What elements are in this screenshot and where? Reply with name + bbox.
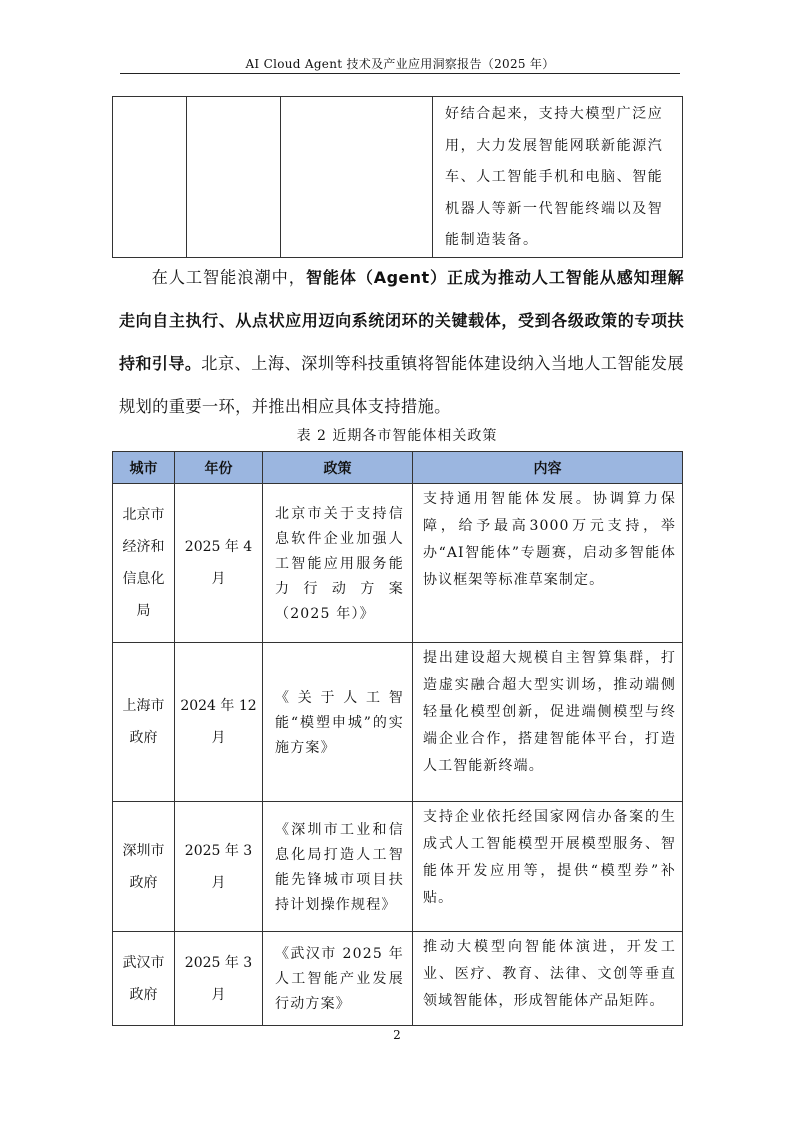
cell-policy: 《深圳市工业和信息化局打造人工智能先锋城市项目扶持计划操作规程》 [263, 802, 413, 932]
paragraph-bold: 智能体（Agent）正成为推动人工智能从感知理解走向自主执行、从点状应用迈向系统闭环的关键载体，受到各级政策的专项扶持和引导。 [119, 268, 684, 373]
table-cell-content: 好结合起来，支持大模型广泛应用，大力发展智能网联新能源汽车、人工智能手机和电脑、智能机器人等新一代智能终端以及智能制造装备。 [433, 97, 683, 258]
cell-content: 推动大模型向智能体演进，开发工业、医疗、教育、法律、文创等垂直领域智能体，形成智能体产品矩阵。 [413, 932, 683, 1026]
running-header: AI Cloud Agent 技术及产业应用洞察报告（2025 年） [245, 57, 555, 71]
table-cell [113, 97, 187, 258]
page-number: 2 [393, 1028, 401, 1042]
cell-year: 2025 年 4 月 [175, 484, 263, 643]
cell-city: 深圳市政府 [113, 802, 175, 932]
cell-policy: 北京市关于支持信息软件企业加强人工智能应用服务能力行动方案（2025 年）》 [263, 484, 413, 643]
cell-year: 2024 年 12 月 [175, 643, 263, 802]
table-row [113, 97, 683, 258]
continued-table [112, 96, 683, 258]
table-header-row [113, 452, 683, 484]
table-caption: 表 2 近期各市智能体相关政策 [296, 428, 498, 444]
header-city: 城市 [113, 452, 175, 484]
header-policy: 政策 [263, 452, 413, 484]
table-row [113, 802, 683, 932]
policy-table [112, 451, 683, 1026]
cell-policy: 《武汉市 2025 年人工智能产业发展行动方案》 [263, 932, 413, 1026]
table-cell [187, 97, 281, 258]
cell-content: 支持企业依托经国家网信办备案的生成式人工智能模型开展模型服务、智能体开发应用等，提供“模型券”补贴。 [413, 802, 683, 932]
body-paragraph [119, 256, 684, 428]
paragraph-intro: 在人工智能浪潮中， [151, 268, 306, 287]
cell-city: 北京市经济和信息化局 [113, 484, 175, 643]
table-row [113, 643, 683, 802]
table-row [113, 484, 683, 643]
cell-policy: 《关于人工智能“模塑申城”的实施方案》 [263, 643, 413, 802]
cell-year: 2025 年 3 月 [175, 932, 263, 1026]
header-rule [120, 73, 680, 74]
cell-content: 支持通用智能体发展。协调算力保障，给予最高3000万元支持，举办“AI智能体”专题赛，启动多智能体协议框架等标准草案制定。 [413, 484, 683, 643]
cell-city: 上海市政府 [113, 643, 175, 802]
cell-city: 武汉市政府 [113, 932, 175, 1026]
header-year: 年份 [175, 452, 263, 484]
paragraph-rest: 北京、上海、深圳等科技重镇将智能体建设纳入当地人工智能发展规划的重要一环，并推出相应具体支持措施。 [119, 354, 684, 416]
cell-year: 2025 年 3 月 [175, 802, 263, 932]
table-row [113, 932, 683, 1026]
cell-content: 提出建设超大规模自主智算集群，打造虚实融合超大型实训场，推动端侧轻量化模型创新，促进端侧模型与终端企业合作，搭建智能体平台，打造人工智能新终端。 [413, 643, 683, 802]
table-cell [281, 97, 433, 258]
header-content: 内容 [413, 452, 683, 484]
